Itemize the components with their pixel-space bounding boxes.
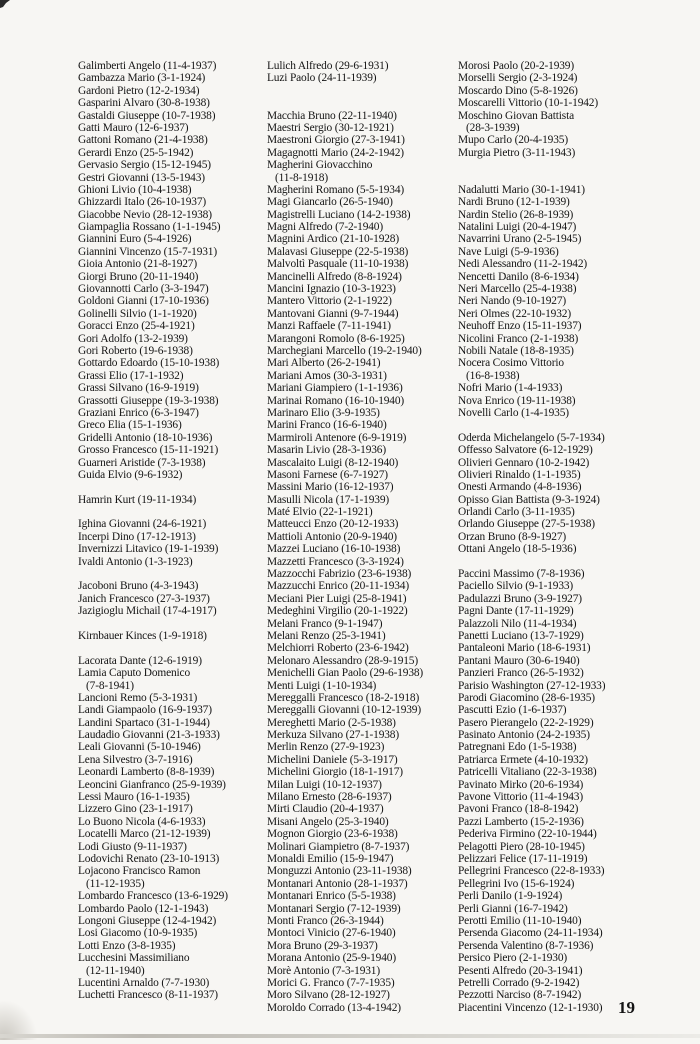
entry-gap: [78, 481, 276, 493]
entry-gap: [78, 642, 276, 654]
name-entry: Mascalaito Luigi (8-12-1940): [267, 456, 399, 469]
name-entry: Orzan Bruno (8-9-1927): [458, 530, 567, 543]
name-entry: Mora Bruno (29-3-1937): [267, 939, 378, 952]
name-entry: Gori Adolfo (13-2-1939): [78, 332, 188, 345]
name-entry: Gervasio Sergio (15-12-1945): [78, 159, 211, 172]
name-entry: Magi Giancarlo (26-5-1940): [267, 196, 393, 209]
name-entry: Perotti Emilio (11-10-1940): [458, 914, 582, 927]
name-entry: Lamia Caputo Domenico: [78, 667, 190, 680]
name-entry: Laudadio Giovanni (21-3-1933): [78, 729, 220, 742]
name-entry: Guida Elvio (9-6-1932): [78, 468, 183, 481]
entry-gap: [458, 159, 656, 171]
name-entry: Perli Gianni (16-7-1942): [458, 902, 568, 915]
name-entry: Pasinato Antonio (24-2-1935): [458, 729, 590, 742]
name-entry: Montanari Antonio (28-1-1937): [267, 877, 408, 890]
name-entry: Giampaglia Rossano (1-1-1945): [78, 221, 221, 234]
name-entry: Incerpi Dino (17-12-1913): [78, 530, 196, 543]
name-entry: Michelini Giorgio (18-1-1917): [267, 766, 403, 779]
name-entry: Grassi Silvano (16-9-1919): [78, 382, 199, 395]
name-entry: (16-8-1938): [466, 369, 520, 382]
name-entry: Ottani Angelo (18-5-1936): [458, 543, 577, 556]
name-entry: Mancini Ignazio (10-3-1923): [267, 283, 396, 296]
name-entry: Lodi Giusto (9-11-1937): [78, 840, 187, 853]
name-entry: Lacorata Dante (12-6-1919): [78, 654, 202, 667]
name-entry: Persenda Giacomo (24-11-1934): [458, 927, 603, 940]
name-entry: Marmiroli Antenore (6-9-1919): [267, 431, 407, 444]
name-entry: Giacobbe Nevio (28-12-1938): [78, 208, 212, 221]
name-entry: Magherini Romano (5-5-1934): [267, 183, 405, 196]
name-entry: Pelagotti Piero (28-10-1945): [458, 840, 585, 853]
name-entry: Morè Antonio (7-3-1931): [267, 964, 380, 977]
name-entry: Maté Elvio (22-1-1921): [267, 506, 373, 519]
name-entry: Murgia Pietro (3-11-1943): [458, 146, 576, 159]
name-entry: Pesenti Alfredo (20-3-1941): [458, 964, 583, 977]
name-entry: Gastaldi Giuseppe (10-7-1938): [78, 109, 216, 122]
name-entry: Moroldo Corrado (13-4-1942): [267, 1001, 401, 1014]
name-entry: Morosi Paolo (20-2-1939): [458, 60, 574, 72]
name-entry: Matteucci Enzo (20-12-1933): [267, 518, 399, 531]
name-entry: Lotti Enzo (3-8-1935): [78, 939, 176, 952]
name-entry: Mazzei Luciano (16-10-1938): [267, 543, 401, 556]
name-entry: Patriarca Ermete (4-10-1932): [458, 753, 588, 766]
name-entry: Galimberti Angelo (11-4-1937): [78, 60, 217, 72]
name-entry: Melonaro Alessandro (28-9-1915): [267, 654, 418, 667]
name-entry: Masarin Livio (28-3-1936): [267, 444, 386, 457]
name-entry: Marchegiani Marcello (19-2-1940): [267, 344, 422, 357]
entry-gap: [267, 85, 465, 97]
name-entry: Pantaleoni Mario (18-6-1931): [458, 642, 591, 655]
name-entry: Ighina Giovanni (24-6-1921): [78, 518, 207, 531]
name-entry: Goldoni Gianni (17-10-1936): [78, 295, 209, 308]
name-entry: Mirti Claudio (20-4-1937): [267, 803, 384, 816]
name-entry: Magni Alfredo (7-2-1940): [267, 221, 383, 234]
name-entry: Lodovichi Renato (23-10-1913): [78, 853, 220, 865]
name-entry: Luzi Paolo (24-11-1939): [267, 72, 377, 85]
name-entry: (11-12-1935): [86, 877, 145, 890]
entry-gap: [267, 97, 465, 109]
name-entry: Manzi Raffaele (7-11-1941): [267, 320, 391, 333]
name-entry: Graziani Enrico (6-3-1947): [78, 406, 199, 419]
name-entry: Landi Giampaolo (16-9-1937): [78, 704, 212, 717]
name-entry: Mariani Amos (30-3-1931): [267, 369, 387, 382]
name-entry: Mazzucchi Enrico (20-11-1934): [267, 580, 409, 593]
name-entry: Giovannotti Carlo (3-3-1947): [78, 283, 209, 296]
name-entry: Maestri Sergio (30-12-1921): [267, 121, 394, 134]
name-entry: Masoni Farnese (6-7-1927): [267, 468, 388, 481]
name-entry: Marinai Romano (16-10-1940): [267, 394, 405, 407]
name-entry: Paciello Silvio (9-1-1933): [458, 580, 574, 593]
name-entry: Mancinelli Alfredo (8-8-1924): [267, 270, 402, 283]
name-entry: Gestri Giovanni (13-5-1943): [78, 171, 205, 184]
name-entry: Neuhoff Enzo (15-11-1937): [458, 320, 582, 333]
name-entry: Lessi Mauro (16-1-1935): [78, 791, 190, 804]
name-entry: Persico Piero (2-1-1930): [458, 952, 568, 965]
name-entry: Lucentini Arnaldo (7-7-1930): [78, 976, 210, 989]
name-entry: Navarrini Urano (2-5-1945): [458, 233, 582, 246]
name-entry: Moschino Giovan Battista: [458, 109, 574, 122]
name-entry: Mazzetti Francesco (3-3-1924): [267, 555, 404, 568]
name-entry: Nofri Mario (1-4-1933): [458, 382, 563, 395]
name-entry: Lombardo Paolo (12-1-1943): [78, 902, 209, 915]
name-entry: Magherini Giovacchino: [267, 159, 373, 172]
name-entry: Nocera Cosimo Vittorio: [458, 357, 564, 370]
name-entry: Mereghetti Mario (2-5-1938): [267, 716, 396, 729]
name-entry: Pagni Dante (17-11-1929): [458, 605, 574, 618]
name-entry: Giannini Euro (5-4-1926): [78, 233, 192, 246]
name-entry: Patregnani Edo (1-5-1938): [458, 741, 577, 754]
name-entry: Gatti Mauro (12-6-1937): [78, 121, 189, 134]
name-entry: Nicolini Franco (2-1-1938): [458, 332, 579, 345]
name-entry: Gridelli Antonio (18-10-1936): [78, 431, 213, 444]
name-entry: Milano Ernesto (28-6-1937): [267, 791, 392, 804]
name-entry: Gioia Antonio (21-8-1927): [78, 258, 197, 271]
name-entry: Gardoni Pietro (12-2-1934): [78, 84, 200, 97]
name-entry: Mari Alberto (26-2-1941): [267, 357, 381, 370]
name-entry: Gottardo Edoardo (15-10-1938): [78, 357, 220, 370]
name-entry: Pezzotti Narciso (8-7-1942): [458, 989, 582, 1002]
name-entry: Pederiva Firmino (22-10-1944): [458, 828, 597, 841]
name-entry: Marini Franco (16-6-1940): [267, 419, 387, 432]
name-entry: Lo Buono Nicola (4-6-1933): [78, 815, 206, 828]
name-entry: Panzieri Franco (26-5-1932): [458, 667, 584, 680]
name-entry: Monguzzi Antonio (23-11-1938): [267, 865, 412, 878]
name-entry: Lucchesini Massimiliano: [78, 952, 190, 965]
entry-gap: [458, 556, 656, 568]
name-entry: Mattioli Antonio (20-9-1940): [267, 530, 397, 543]
name-entry: Merkuza Silvano (27-1-1938): [267, 729, 399, 742]
name-entry: Pavinato Mirko (20-6-1934): [458, 778, 584, 791]
name-entry: Locatelli Marco (21-12-1939): [78, 828, 211, 841]
name-entry: Nobili Natale (18-8-1935): [458, 344, 574, 357]
name-entry: Mognon Giorgio (23-6-1938): [267, 828, 398, 841]
name-entry: Goracci Enzo (25-4-1921): [78, 320, 195, 333]
name-entry: Petrelli Corrado (9-2-1942): [458, 976, 580, 989]
name-entry: Longoni Giuseppe (12-4-1942): [78, 914, 217, 927]
scan-bottom-edge: [0, 1034, 700, 1038]
name-entry: Gerardi Enzo (25-5-1942): [78, 146, 194, 159]
entry-gap: [78, 568, 276, 580]
name-entry: Grosso Francesco (15-11-1921): [78, 444, 219, 457]
name-entry: Padulazzi Bruno (3-9-1927): [458, 592, 582, 605]
name-entry: Masulli Nicola (17-1-1939): [267, 493, 390, 506]
name-entry: Meciani Pier Luigi (25-8-1941): [267, 592, 407, 605]
name-entry: Lombardo Francesco (13-6-1929): [78, 890, 228, 903]
name-entry: Luchetti Francesco (8-11-1937): [78, 989, 218, 1002]
name-entry: Orlandi Carlo (3-11-1935): [458, 506, 575, 519]
name-entry: Neri Marcello (25-4-1938): [458, 283, 577, 296]
name-column-1: [78, 60, 276, 1002]
name-entry: Parodi Giacomino (28-6-1935): [458, 691, 595, 704]
name-entry: Ghioni Livio (10-4-1938): [78, 183, 192, 196]
entry-gap: [458, 172, 656, 184]
name-entry: Malvoltì Pasquale (11-10-1938): [267, 258, 409, 271]
name-entry: Olivieri Rinaldo (1-1-1935): [458, 468, 581, 481]
name-entry: Piacentini Vincenzo (12-1-1930): [458, 1001, 603, 1014]
name-entry: Morselli Sergio (2-3-1924): [458, 72, 578, 85]
name-entry: Paccini Massimo (7-8-1936): [458, 568, 585, 581]
name-entry: Panetti Luciano (13-7-1929): [458, 629, 584, 642]
name-entry: Novelli Carlo (1-4-1935): [458, 406, 569, 419]
name-entry: Leonardi Lamberto (8-8-1939): [78, 766, 215, 779]
name-entry: Mazzocchi Fabrizio (23-6-1938): [267, 568, 412, 581]
name-entry: Guarneri Aristide (7-3-1938): [78, 456, 206, 469]
name-entry: Melani Renzo (25-3-1941): [267, 629, 386, 642]
name-entry: Lizzero Gino (23-1-1917): [78, 803, 193, 816]
name-entry: Jacoboni Bruno (4-3-1943): [78, 580, 199, 593]
name-entry: Lena Silvestro (3-7-1916): [78, 753, 193, 766]
name-entry: Melani Franco (9-1-1947): [267, 617, 383, 630]
name-entry: Onesti Armando (4-8-1936): [458, 481, 582, 494]
name-entry: Jazigioglu Michail (17-4-1917): [78, 605, 217, 618]
name-entry: Pellegrini Francesco (22-8-1933): [458, 865, 605, 878]
name-entry: Malavasi Giuseppe (22-5-1938): [267, 245, 409, 258]
name-entry: Morici G. Franco (7-7-1935): [267, 976, 395, 989]
name-entry: Mantovani Gianni (9-7-1944): [267, 307, 399, 320]
name-entry: Montanari Enrico (5-5-1938): [267, 890, 396, 903]
name-entry: Moro Silvano (28-12-1927): [267, 989, 390, 1002]
name-entry: Landini Spartaco (31-1-1944): [78, 716, 210, 729]
name-entry: Mariani Giampiero (1-1-1936): [267, 382, 403, 395]
name-entry: Lancioni Remo (5-3-1931): [78, 691, 198, 704]
name-entry: Magistrelli Luciano (14-2-1938): [267, 208, 411, 221]
name-entry: Mereggalli Giovanni (10-12-1939): [267, 704, 421, 717]
name-entry: Pavone Vittorio (11-4-1943): [458, 791, 583, 804]
name-entry: Neri Olmes (22-10-1932): [458, 307, 571, 320]
page-number: 19: [618, 998, 635, 1017]
name-entry: Pascutti Ezio (1-6-1937): [458, 704, 567, 717]
name-entry: Michelini Daniele (5-3-1917): [267, 753, 398, 766]
name-entry: Gori Roberto (19-6-1938): [78, 344, 193, 357]
name-entry: Marangoni Romolo (8-6-1925): [267, 332, 405, 345]
name-entry: Monti Franco (26-3-1944): [267, 914, 384, 927]
name-entry: Pasero Pierangelo (22-2-1929): [458, 716, 594, 729]
name-entry: Oderda Michelangelo (5-7-1934): [458, 431, 605, 444]
name-entry: (11-8-1918): [275, 171, 328, 184]
name-entry: Nardin Stelio (26-8-1939): [458, 208, 574, 221]
name-entry: Morana Antonio (25-9-1940): [267, 952, 396, 965]
name-entry: Grassi Elio (17-1-1932): [78, 369, 184, 382]
name-entry: Parisio Washington (27-12-1933): [458, 679, 606, 692]
name-entry: Menichelli Gian Paolo (29-6-1938): [267, 667, 424, 680]
name-entry: Leoncini Gianfranco (25-9-1939): [78, 778, 226, 791]
entry-gap: [458, 419, 656, 431]
name-entry: Lulich Alfredo (29-6-1931): [267, 60, 389, 72]
name-entry: Milan Luigi (10-12-1937): [267, 778, 382, 791]
name-entry: (7-8-1941): [86, 679, 134, 692]
name-entry: Gattoni Romano (21-4-1938): [78, 134, 208, 147]
name-entry: Marinaro Elio (3-9-1935): [267, 406, 380, 419]
name-entry: Misani Angelo (25-3-1940): [267, 815, 389, 828]
name-entry: Nave Luigi (5-9-1936): [458, 245, 559, 258]
name-entry: Pantani Mauro (30-6-1940): [458, 654, 580, 667]
name-entry: Merlin Renzo (27-9-1923): [267, 741, 385, 754]
name-entry: Magagnotti Mario (24-2-1942): [267, 146, 404, 159]
name-entry: Montanari Sergio (7-12-1939): [267, 902, 401, 915]
entry-gap: [78, 506, 276, 518]
name-entry: Massini Mario (16-12-1937): [267, 481, 394, 494]
name-entry: Nedi Alessandro (11-2-1942): [458, 258, 588, 271]
name-entry: Gambazza Mario (3-1-1924): [78, 72, 206, 85]
name-entry: Monaldi Emilio (15-9-1947): [267, 853, 394, 865]
name-entry: Lojacono Francisco Ramon: [78, 865, 201, 878]
name-column-3: [458, 60, 656, 1014]
name-entry: Patricelli Vitaliano (22-3-1938): [458, 766, 597, 779]
name-entry: Nadalutti Mario (30-1-1941): [458, 183, 585, 196]
name-entry: Molinari Giampietro (8-7-1937): [267, 840, 410, 853]
name-entry: Pellegrini Ivo (15-6-1924): [458, 877, 575, 890]
name-entry: Menti Luigi (1-10-1934): [267, 679, 377, 692]
corner-scan-mark: [0, 0, 10, 8]
name-entry: Gasparini Alvaro (30-8-1938): [78, 97, 210, 110]
name-entry: Nencetti Danilo (8-6-1934): [458, 270, 579, 283]
name-entry: Medeghini Virgilio (20-1-1922): [267, 605, 408, 618]
name-entry: Kirnbauer Kinces (1-9-1918): [78, 629, 207, 642]
name-entry: Macchia Bruno (22-11-1940): [267, 109, 397, 122]
name-entry: Greco Elia (15-1-1936): [78, 419, 182, 432]
name-entry: Palazzoli Nilo (11-4-1934): [458, 617, 577, 630]
name-entry: Invernizzi Litavico (19-1-1939): [78, 543, 219, 556]
name-entry: Persenda Valentino (8-7-1936): [458, 939, 594, 952]
name-entry: Offesso Salvatore (6-12-1929): [458, 444, 593, 457]
name-entry: Ghizzardi Italo (26-10-1937): [78, 196, 207, 209]
name-entry: Losi Giacomo (10-9-1935): [78, 927, 198, 940]
name-entry: (28-3-1939): [466, 121, 520, 134]
name-entry: Orlando Giuseppe (27-5-1938): [458, 518, 595, 531]
name-entry: Olivieri Gennaro (10-2-1942): [458, 456, 590, 469]
name-entry: Neri Nando (9-10-1927): [458, 295, 567, 308]
entry-gap: [78, 618, 276, 630]
name-entry: Magnini Ardico (21-10-1928): [267, 233, 399, 246]
name-entry: Leali Giovanni (5-10-1946): [78, 741, 201, 754]
name-entry: Giorgi Bruno (20-11-1940): [78, 270, 199, 283]
name-column-2: [267, 60, 465, 1014]
name-entry: Opisso Gian Battista (9-3-1924): [458, 493, 600, 506]
name-entry: Giannini Vincenzo (15-7-1931): [78, 245, 218, 258]
name-entry: (12-11-1940): [86, 964, 145, 977]
name-entry: Montoci Vinicio (27-6-1940): [267, 927, 396, 940]
name-entry: Janich Francesco (27-3-1937): [78, 592, 210, 605]
name-entry: Nova Enrico (19-11-1938): [458, 394, 576, 407]
name-entry: Pazzi Lamberto (15-2-1936): [458, 815, 584, 828]
name-entry: Hamrin Kurt (19-11-1934): [78, 493, 197, 506]
name-entry: Pelizzari Felice (17-11-1919): [458, 853, 588, 865]
name-entry: Golinelli Silvio (1-1-1920): [78, 307, 197, 320]
name-entry: Nardi Bruno (12-1-1939): [458, 196, 570, 209]
name-entry: Natalini Luigi (20-4-1947): [458, 221, 577, 234]
name-entry: Pavoni Franco (18-8-1942): [458, 803, 579, 816]
name-entry: Maestroni Giorgio (27-3-1941): [267, 134, 405, 147]
name-entry: Melchiorri Roberto (23-6-1942): [267, 642, 409, 655]
name-entry: Grassotti Giuseppe (19-3-1938): [78, 394, 219, 407]
name-entry: Mantero Vittorio (2-1-1922): [267, 295, 392, 308]
name-entry: Ivaldi Antonio (1-3-1923): [78, 555, 193, 568]
name-entry: Mereggalli Francesco (18-2-1918): [267, 691, 420, 704]
name-entry: Moscarelli Vittorio (10-1-1942): [458, 97, 598, 110]
name-entry: Moscardo Dino (5-8-1926): [458, 84, 578, 97]
name-entry: Perli Danilo (1-9-1924): [458, 890, 563, 903]
name-entry: Mupo Carlo (20-4-1935): [458, 134, 568, 147]
